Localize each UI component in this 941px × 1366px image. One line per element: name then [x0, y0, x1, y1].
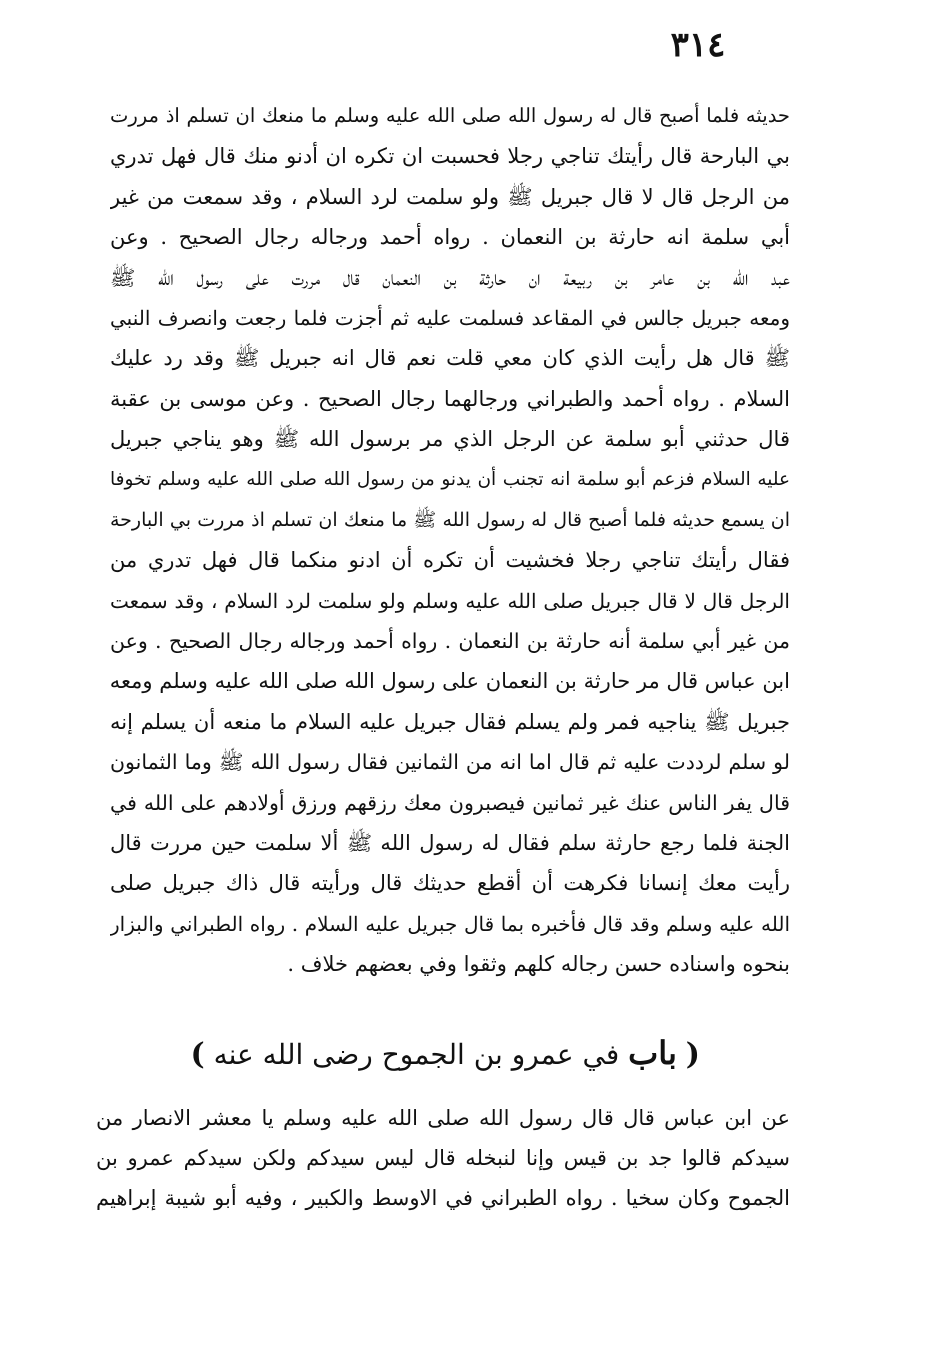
text-line: أبي سلمة انه حارثة بن النعمان . رواه أحمد ورجاله رجال الصحيح . وعن: [110, 225, 790, 250]
text-line: السلام . رواه أحمد والطبراني ورجالهما رجال الصحيح . وعن موسى بن عقبة: [110, 386, 790, 411]
text-line: الجنة فلما رجع حارثة سلم فقال له رسول الله ﷺ ألا سلمت حين مررت قال: [110, 831, 790, 856]
text-line: بي البارحة قال رأيتك تناجي رجلا فحسبت ان تكره ان أدنو منك قال فهل تدري: [110, 144, 790, 169]
text-line: عليه السلام فزعم أبو سلمة انه تجنب أن يدنو من رسول الله صلى الله عليه وسلم تخوفا: [110, 468, 790, 490]
heading-title: في عمرو بن الجموح رضى الله عنه: [213, 1038, 620, 1071]
heading-close-paren: ): [190, 1037, 205, 1072]
text-line: حديثه فلما أصبح قال له رسول الله صلى الله عليه وسلم ما منعك ان تسلم اذ مررت: [110, 104, 790, 127]
page-number: ٣١٤: [670, 25, 726, 65]
text-line: ابن عباس قال مر حارثة بن النعمان على رسول الله صلى الله عليه وسلم ومعه: [110, 669, 790, 694]
text-line: قال يفر الناس عنك غير ثمانين فيصبرون معك رزقهم ورزق أولادهم على الله في: [110, 790, 790, 815]
text-block-amr-ibn-jamuh: [96, 1098, 790, 1218]
heading-bab: باب: [628, 1034, 677, 1072]
text-line: رأيت معك إنسانا فكرهت أن أقطع حديثك قال ورأيته قال ذاك جبريل صلى: [110, 871, 790, 896]
heading-open-paren: (: [685, 1037, 700, 1072]
text-line: سيدكم قالوا جد بن قيس وإنا لنبخله قال ليس سيدكم ولكن سيدكم عمرو بن: [96, 1146, 790, 1170]
text-line: الجموح وكان سخيا . رواه الطبراني في الاوسط والكبير ، وفيه أبو شيبة إبراهيم: [96, 1186, 790, 1210]
text-line: بنحوه واسناده حسن رجاله كلهم وثقوا وفي بعضهم خلاف .: [287, 952, 790, 977]
section-heading: [190, 1028, 700, 1080]
text-line: من الرجل قال لا قال جبريل ﷺ ولو سلمت لرد السلام ، وقد سمعت من غير: [110, 184, 790, 209]
text-line: ﷺ قال هل رأيت الذي كان معي قلت نعم قال انه جبريل ﷺ وقد رد عليك: [110, 346, 790, 371]
text-line: الله عليه وسلم وقد قال فأخبره بما قال جبريل عليه السلام . رواه الطبراني والبزار: [110, 911, 790, 936]
text-block-hadith: [110, 96, 790, 985]
text-line: قال حدثني أبو سلمة عن الرجل الذي مر برسول الله ﷺ وهو يناجي جبريل: [110, 427, 790, 452]
text-line: لو سلم لرددت عليه ثم قال اما انه من الثمانين فقال رسول الله ﷺ وما الثمانون: [110, 750, 790, 775]
text-line: ومعه جبريل جالس في المقاعد فسلمت عليه ثم أجزت فلما رجعت وانصرف النبي: [110, 305, 790, 330]
text-line: من غير أبي سلمة أنه حارثة بن النعمان . رواه أحمد ورجاله رجال الصحيح . وعن: [110, 629, 790, 654]
text-line: عن ابن عباس قال قال رسول الله صلى الله عليه وسلم يا معشر الانصار من: [96, 1106, 790, 1130]
text-line: جبريل ﷺ يناجيه فمر ولم يسلم فقال جبريل عليه السلام ما منعه أن يسلم إنه: [110, 709, 790, 734]
text-line: عبد الله بن عامر بن ربيعة ان حارثة بن النعمان قال مررت على رسول الله ﷺ: [110, 265, 790, 290]
text-line: ان يسمع حديثه فلما أصبح قال له رسول الله ﷺ ما منعك ان تسلم اذ مررت بي البارحة: [110, 508, 790, 531]
text-line: فقال رأيتك تناجي رجلا فخشيت أن تكره أن ادنو منكما قال فهل تدري من: [110, 548, 790, 573]
text-line: الرجل قال لا قال جبريل صلى الله عليه وسلم ولو سلمت لرد السلام ، وقد سمعت: [110, 588, 790, 613]
